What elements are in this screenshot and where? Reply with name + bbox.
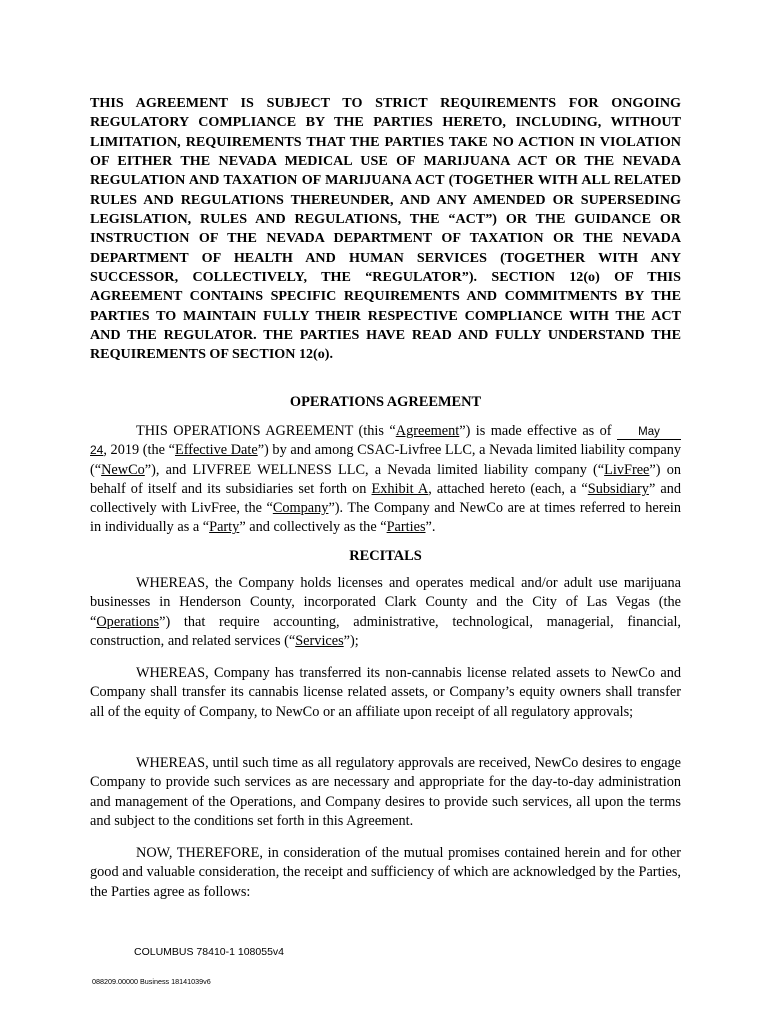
defined-term-parties: Parties [386,519,426,536]
regulatory-warning: THIS AGREEMENT IS SUBJECT TO STRICT REQUIREMENTS FOR ONGOING REGULATORY COMPLIANCE BY THE PARTIES HERETO, INCLUDING, WITHOUT LIMITATION, REQUIREMENTS THAT THE PARTIES TAKE NO ACTION IN VIOLATION OF EITHER THE NEVADA MEDICAL USE OF MARIJUANA ACT OR THE NEVADA REGULATION AND TAXATION OF MARIJUANA ACT (TOGETHER WITH ALL RELATED RULES AND REGULATIONS THEREUNDER, AND ANY AMENDED OR SUPERSEDING LEGISLATION, RULES AND REGULATIONS, THE “ACT”) OR THE GUIDANCE OR INSTRUCTION OF THE NEVADA DEPARTMENT OF TAXATION OR THE NEVADA DEPARTMENT OF HEALTH AND HUMAN SERVICES (TOGETHER WITH ANY SUCCESSOR, COLLECTIVELY, THE “REGULATOR”). SECTION 12(o) OF THIS AGREEMENT CONTAINS SPECIFIC REQUIREMENTS AND COMMITMENTS BY THE PARTIES TO MAINTAIN FULLY THEIR RESPECTIVE COMPLIANCE WITH THE ACT AND THE REGULATOR. THE PARTIES HAVE READ AND FULLY UNDERSTAND THE REQUIREMENTS OF SECTION 12(o). [90,95,681,363]
defined-term-agreement: Agreement [395,423,460,439]
intro-text: ”) is made effective as of [459,423,617,439]
intro-text: ”. [425,519,436,536]
exhibit-a-reference: Exhibit A [371,480,429,497]
intro-text: ” and collectively as the “ [239,519,387,536]
recitals-heading: RECITALS [349,548,422,564]
defined-term-newco: NewCo [101,461,145,478]
recital-text: WHEREAS, the Company holds licenses and operates medical and/or adult use marijuana businesses in Henderson County, incorporated Clark County and the City of Las Vegas (the “ [90,575,681,630]
defined-term-services: Services [295,632,344,649]
intro-text: ” and collectively with LivFree, the “ [90,480,682,517]
intro-text: ”) by and among CSAC-Livfree LLC, a Nevada limited liability company (“ [90,442,681,478]
defined-term-operations: Operations [96,613,160,630]
recital-text: ”); [343,632,359,649]
date-day-field: 24 [90,443,104,458]
intro-text: ”), and LIVFREE WELLNESS LLC, a Nevada limited liability company (“ [144,461,605,478]
intro-text: THIS OPERATIONS AGREEMENT (this “ [136,423,396,439]
defined-term-effective-date: Effective Date [174,442,258,459]
recital-text: ”) that require accounting, administrative, technological, managerial, financial, construction, and related services (“ [90,613,681,649]
recital-text: WHEREAS, until such time as all regulatory approvals are received, NewCo desires to engage Company to provide such services as are necessary and appropriate for the day-to-day administration and management of the Operations, and Company desires to provide such services, all upon the terms and subject to the conditions set forth in this Agreement. [90,755,681,829]
defined-term-company: Company [272,500,329,517]
intro-text: , 2019 (the “ [103,442,175,459]
date-month-field: May [617,426,681,440]
defined-term-subsidiary: Subsidiary [587,480,649,497]
operative-text: NOW, THEREFORE, in consideration of the mutual promises contained herein and for other good and valuable consideration, the receipt and sufficiency of which are acknowledged by the Parties, the Parties agree as follows: [90,845,681,900]
recital-text: WHEREAS, Company has transferred its non-cannabis license related assets to NewCo and Company shall transfer its cannabis license related assets, or Company’s equity owners shall transfer all of the equity of Company, to NewCo or an affiliate upon receipt of all regulatory approvals; [90,665,681,720]
footer-document-id: COLUMBUS 78410-1 108055v4 [134,946,285,958]
intro-text: ”). The Company and NewCo are at times referred to herein in individually as a “ [90,500,681,536]
footer-reference-number: 088209.00000 Business 18141039v6 [92,977,211,986]
intro-text: ”) on behalf of itself and its subsidiaries set forth on [90,461,681,497]
recital-paragraph-2 [90,664,681,722]
intro-paragraph [90,422,681,538]
defined-term-livfree: LivFree [604,461,650,478]
defined-term-party: Party [209,519,240,536]
now-therefore-paragraph [90,844,681,902]
recital-paragraph-1 [90,574,681,651]
document-title: OPERATIONS AGREEMENT [289,394,482,410]
intro-text: , attached hereto (each, a “ [428,480,588,497]
recital-paragraph-3 [90,754,681,831]
